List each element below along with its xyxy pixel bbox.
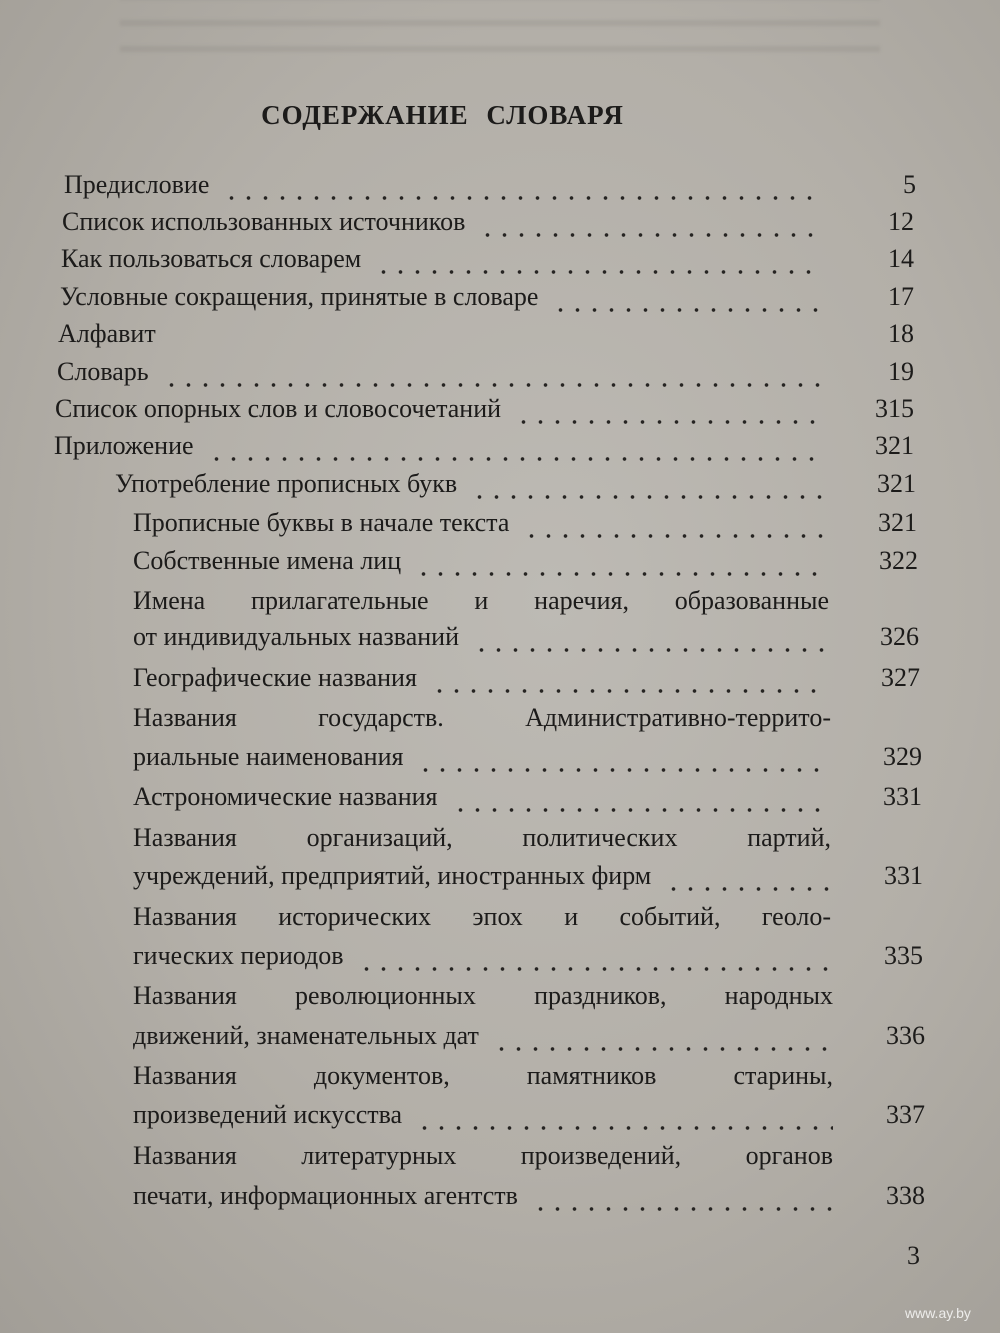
toc-page-number: 321 [878,508,917,537]
toc-entry-line1: Названия документов, памятников старины, [133,1061,833,1090]
toc-page-number: 338 [886,1181,925,1210]
toc-entry-title: Прописные буквы в начале текста [133,508,510,537]
page-title: СОДЕРЖАНИЕ СЛОВАРЯ [261,100,624,130]
toc-entry [133,1178,925,1214]
toc-entry [133,505,917,541]
toc-page-number: 12 [888,207,914,236]
toc-entry-title: Географические названия [133,663,417,692]
toc-entry-title: учреждений, предприятий, иностранных фирм [133,861,652,890]
toc-page-number: 14 [888,244,914,273]
toc-entry-line1: Имена прилагательные и наречия, образованные [133,586,829,615]
toc-entry [133,660,920,696]
show-through-text [120,0,880,64]
toc-entry [133,619,919,655]
toc-entry-title: Список использованных источников [62,207,466,236]
toc-page-number: 321 [875,431,914,460]
dot-leader [371,241,822,277]
dot-leader [511,391,822,427]
dot-leader [548,279,822,315]
toc-entry [133,739,922,775]
toc-page-number: 331 [884,861,923,890]
toc-entry-line1: Названия исторических эпох и событий, геоло- [133,902,831,931]
toc-page-number: 315 [875,394,914,423]
dot-leader [413,739,830,775]
toc-entry-title: Предисловие [64,170,210,199]
toc-entry [61,241,914,277]
toc-entry [133,938,923,974]
dot-leader [489,1018,833,1054]
toc-entry-title: движений, знаменательных дат [133,1021,479,1050]
dot-leader [448,779,830,815]
dot-leader [354,938,831,974]
dot-leader [204,428,822,464]
toc-page-number: 331 [883,782,922,811]
toc-entry [57,354,914,390]
toc-page-number: 327 [881,663,920,692]
watermark: www.ay.by [905,1305,971,1321]
toc-page-number: 322 [879,546,918,575]
toc-entry [115,466,916,502]
toc-page-number: 336 [886,1021,925,1050]
dot-leader [412,1097,833,1133]
dot-leader [469,619,827,655]
toc-page-number: 335 [884,941,923,970]
dot-leader [219,167,824,203]
toc-page-number: 17 [888,282,914,311]
dot-leader [528,1178,833,1214]
toc-entry [133,543,918,579]
toc-entry [133,858,923,894]
toc-page-number: 337 [886,1100,925,1129]
toc-entry-title: Условные сокращения, принятые в словаре [60,282,539,311]
toc-entry-title: Алфавит [58,319,156,348]
toc-page-number: 19 [888,357,914,386]
toc-entry-title: Как пользоваться словарем [61,244,362,273]
toc-entry [54,428,914,464]
toc-entry-title: от индивидуальных названий [133,622,459,651]
toc-entry-title: Астрономические названия [133,782,438,811]
toc-page-number: 329 [883,742,922,771]
dot-leader [411,543,826,579]
toc-entry [55,391,914,427]
toc-entry [133,1018,925,1054]
toc-entry-title: печати, информационных агентств [133,1181,518,1210]
toc-entry-title: гических периодов [133,941,344,970]
toc-page-number: 5 [903,170,916,199]
toc-entry [58,316,914,352]
toc-entry-title: Приложение [54,431,194,460]
toc-entry [60,279,914,315]
dot-leader [159,354,822,390]
toc-entry-title: риальные наименования [133,742,404,771]
toc-entry [64,167,916,203]
toc-entry-line1: Названия революционных праздников, народных [133,981,833,1010]
dot-leader [661,858,831,894]
toc-entry-line1: Названия литературных произведений, органов [133,1141,833,1170]
dot-leader [427,660,828,696]
toc-entry-title: Употребление прописных букв [115,469,458,498]
toc-entry [133,779,922,815]
toc-entry-line1: Названия государств. Административно-террито- [133,703,831,732]
dot-leader [475,204,822,240]
toc-entry-title: Список опорных слов и словосочетаний [55,394,502,423]
toc-entry-title: произведений искусства [133,1100,403,1129]
toc-entry [133,1097,925,1133]
toc-page-number: 321 [877,469,916,498]
dot-leader [467,466,824,502]
toc-page-number: 326 [880,622,919,651]
toc-entry-line1: Названия организаций, политических партий, [133,823,831,852]
toc-page-number: 18 [888,319,914,348]
toc-entry [62,204,914,240]
toc-entry-title: Словарь [57,357,149,386]
page-number: 3 [907,1241,920,1270]
toc-entry-title: Собственные имена лиц [133,546,402,575]
dot-leader [519,505,825,541]
